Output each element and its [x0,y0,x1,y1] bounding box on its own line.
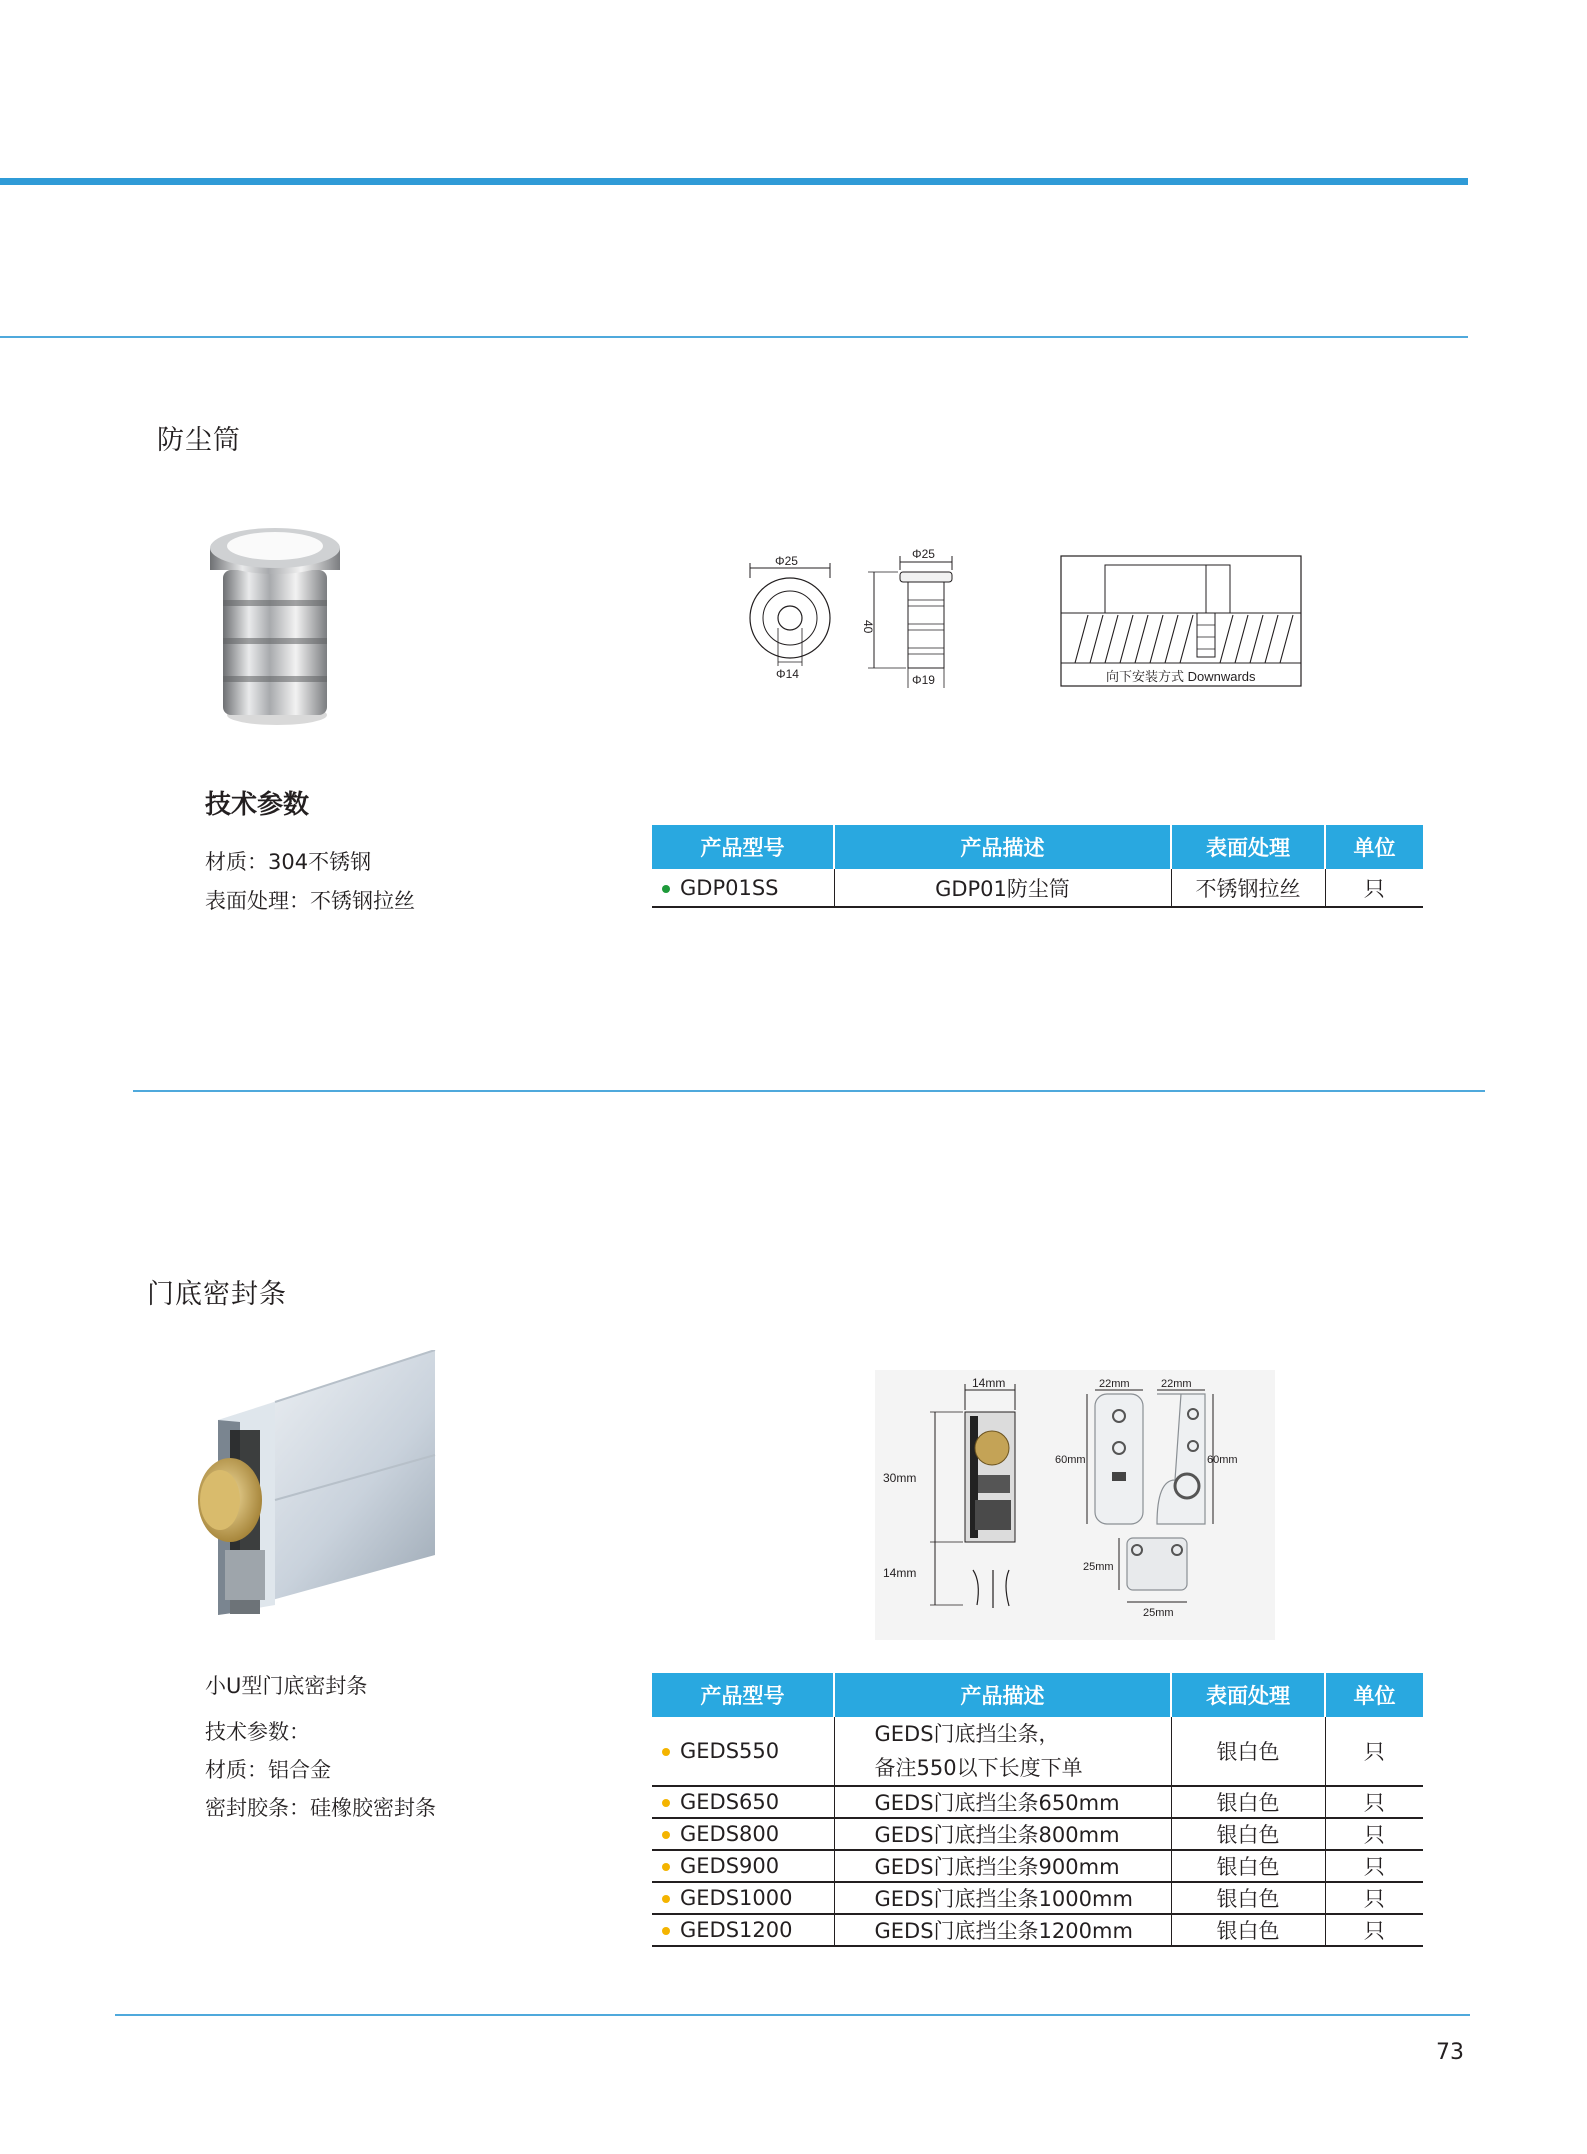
model-text: GEDS550 [680,1739,780,1763]
cell-unit: 只 [1325,1717,1423,1786]
model-text: GEDS650 [680,1790,780,1814]
dim-side-height: 40 [861,620,875,634]
cell-description: GEDS门底挡尘条650mm [834,1786,1171,1818]
header-description: 产品描述 [834,825,1171,869]
divider-bottom [115,2014,1470,2016]
cell-description: GDP01防尘筒 [834,869,1171,907]
header-model: 产品型号 [652,825,834,869]
door-seal-dimension-drawing [875,1370,1275,1640]
dim-inner-diameter: Φ14 [776,667,799,681]
bullet-dot [662,1799,670,1807]
cell-description: GEDS门底挡尘条1200mm [834,1914,1171,1946]
cell-unit: 只 [1325,1882,1423,1914]
cell-description: GEDS门底挡尘条900mm [834,1850,1171,1882]
model-text: GEDS800 [680,1822,780,1846]
cell-finish: 不锈钢拉丝 [1171,869,1325,907]
dust-cup-top-view-drawing [740,548,850,688]
header-finish: 表面处理 [1171,825,1325,869]
cell-model [652,1882,834,1914]
dust-cup-side-view-drawing [860,540,960,690]
install-caption: 向下安装方式 Downwards [1106,669,1256,684]
cell-model [652,1717,834,1786]
table-row [652,1914,1423,1946]
cell-finish: 银白色 [1171,1717,1325,1786]
cell-model [652,1818,834,1850]
bullet-dot [662,885,670,893]
door-seal-caption: 小U型门底密封条 [205,1674,368,1698]
cell-description: GEDS门底挡尘条800mm [834,1818,1171,1850]
door-seal-photo [180,1350,440,1620]
header-model: 产品型号 [652,1673,834,1717]
section-title-dust-cup: 防尘筒 [157,425,241,456]
dim-profile-width: 14mm [972,1376,1006,1390]
model-text: GDP01SS [680,875,779,900]
cell-model [652,869,834,907]
dust-cup-photo [195,510,355,740]
dim-profile-height: 30mm [883,1471,917,1485]
door-seal-spec-heading: 技术参数： [205,1720,310,1744]
dim-plate-width-1: 22mm [1099,1378,1130,1390]
description-line-1: GEDS门底挡尘条， [874,1722,1060,1746]
spec-material: 材质：304不锈钢 [205,850,372,874]
table-header-row [652,1673,1423,1717]
dust-cup-spec-table [652,825,1423,908]
door-seal-spec-seal: 密封胶条：硅橡胶密封条 [205,1796,436,1820]
cell-description [834,1717,1171,1786]
table-header-row [652,825,1423,869]
dim-profile-bottom: 14mm [883,1566,917,1580]
header-unit: 单位 [1325,825,1423,869]
dim-side-top: Φ25 [912,547,935,561]
cell-unit: 只 [1325,1818,1423,1850]
model-text: GEDS900 [680,1854,780,1878]
header-unit: 单位 [1325,1673,1423,1717]
cell-finish: 银白色 [1171,1786,1325,1818]
dim-plate-height-1: 60mm [1055,1454,1086,1466]
divider-middle [133,1090,1485,1092]
cell-finish: 银白色 [1171,1850,1325,1882]
table-row [652,869,1423,907]
door-seal-spec-material: 材质：铝合金 [205,1758,331,1782]
bullet-dot [662,1895,670,1903]
dim-plate-height-2: 60mm [1207,1454,1238,1466]
description-line-2: 备注550以下长度下单 [874,1756,1083,1780]
door-seal-spec-table [652,1673,1423,1947]
table-row [652,1818,1423,1850]
bullet-dot [662,1748,670,1756]
table-row [652,1786,1423,1818]
cell-model [652,1850,834,1882]
divider-top [0,336,1468,338]
cell-unit: 只 [1325,1786,1423,1818]
dim-small-plate-width: 25mm [1143,1607,1174,1619]
table-row [652,1717,1423,1786]
header-finish: 表面处理 [1171,1673,1325,1717]
bullet-dot [662,1927,670,1935]
dim-outer-diameter: Φ25 [775,554,798,568]
bullet-dot [662,1831,670,1839]
cell-model [652,1786,834,1818]
cell-description: GEDS门底挡尘条1000mm [834,1882,1171,1914]
spec-heading: 技术参数 [205,790,310,820]
dim-small-plate-height: 25mm [1083,1561,1114,1573]
cell-finish: 银白色 [1171,1914,1325,1946]
model-text: GEDS1000 [680,1886,793,1910]
header-description: 产品描述 [834,1673,1171,1717]
table-row [652,1850,1423,1882]
page-number: 73 [1436,2040,1464,2065]
cell-model [652,1914,834,1946]
bullet-dot [662,1863,670,1871]
top-accent-bar [0,178,1468,185]
cell-unit: 只 [1325,869,1423,907]
table-row [652,1882,1423,1914]
cell-unit: 只 [1325,1914,1423,1946]
model-text: GEDS1200 [680,1918,793,1942]
cell-finish: 银白色 [1171,1882,1325,1914]
dim-side-bottom: Φ19 [912,673,935,687]
cell-finish: 银白色 [1171,1818,1325,1850]
cell-unit: 只 [1325,1850,1423,1882]
dust-cup-install-drawing [1060,555,1305,690]
section-title-door-seal: 门底密封条 [147,1279,287,1310]
dim-plate-width-2: 22mm [1161,1378,1192,1390]
spec-finish: 表面处理：不锈钢拉丝 [205,889,415,913]
